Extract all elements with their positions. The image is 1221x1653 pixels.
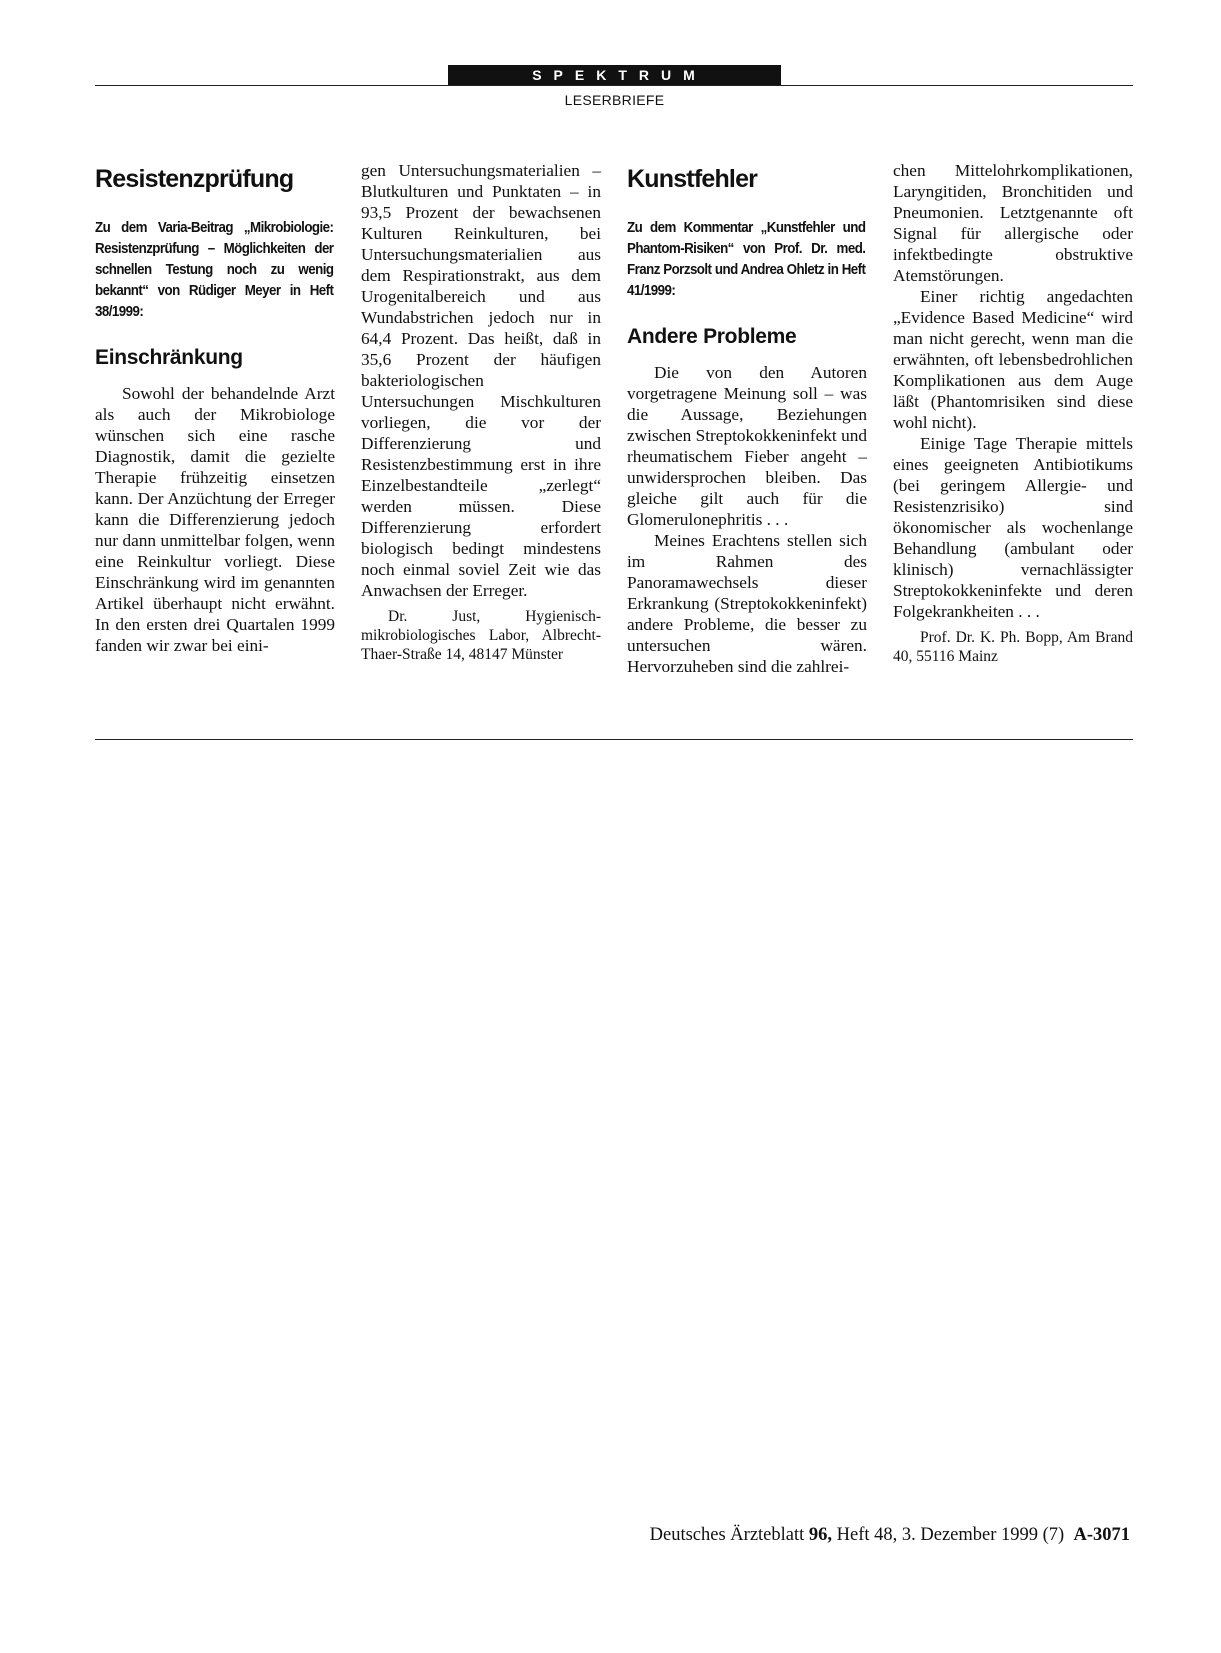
content-bottom-rule [95,739,1133,740]
column-3 [627,160,867,677]
letter1-body-part1: Sowohl der behandelnde Arzt als auch der Mikrobiologe wünschen sich eine rasche Diagnostik, damit die gezielte Therapie frühzeitig einsetzen kann. Der Anzüchtung der Erreger kann die Differenzierung jedoch nur dann unmittelbar folgen, wenn eine Reinkultur vorliegt. Diese Einschränkung wird im genannten Artikel überhaupt nicht erwähnt. In den ersten drei Quartalen 1999 fanden wir zwar bei eini- [95,384,335,655]
letter2-paragraph-1: Die von den Autoren vorgetragene Meinung soll – was die Aussage, Beziehungen zwischen Streptokokkeninfekt und rheumatischem Fieber angeht – unwidersprochen bleiben. Das gleiche gilt auch für die Glomerulonephritis . . . [627,363,867,529]
column-1 [95,160,335,656]
footer-page-number: A-3071 [1073,1525,1130,1545]
letter2-subtitle: Andere Probleme [627,325,797,348]
letter1-subtitle: Einschränkung [95,346,243,369]
letter2-paragraph-3: Einer richtig angedachten „Evidence Based Medicine“ wird man nicht gerecht, wenn man die erwähnten, oft lebensbedrohlichen Komplikationen aus dem Auge läßt (Phantomrisiken sind diese wohl nicht). [893,287,1133,432]
page-footer [650,1525,1130,1546]
letter2-paragraph-2: Meines Erachtens stellen sich im Rahmen des Panoramawechsels dieser Erkrankung (Streptokokkeninfekt) andere Probleme, die besser zu untersuchen wären. Hervorzuheben sind die zahlrei- [627,531,867,676]
footer-journal: Deutsches Ärzteblatt [649,1525,805,1545]
footer-volume: 96, [808,1525,833,1545]
letter2-reference: Zu dem Kommentar „Kunstfehler und Phantom-Risiken“ von Prof. Dr. med. Franz Porzsolt und Andrea Ohletz in Heft 41/1999: [627,220,866,299]
column-4 [893,160,1133,666]
letter2-paragraph-2-continued: chen Mittelohrkomplikationen, Laryngitiden, Bronchitiden und Pneumonien. Letztgenannte oft Signal für allergische oder infektbedingte obstruktive Atemstörungen. [893,161,1133,285]
column-2 [361,160,601,664]
letter2-signature: Prof. Dr. K. Ph. Bopp, Am Brand 40, 55116 Mainz [893,629,1133,665]
letter2-paragraph-4: Einige Tage Therapie mittels eines geeigneten Antibiotikums (bei geringem Allergie- und Resistenzrisiko) sind ökonomischer als wochenlange Behandlung (ambulant oder klinisch) vernachlässigter Streptokokkeninfekte und deren Folgekrankheiten . . . [893,434,1133,621]
letter1-body-part2: gen Untersuchungsmaterialien – Blutkulturen und Punktaten – in 93,5 Prozent der bewachsenen Kulturen Reinkulturen, bei Untersuchungsmaterialien aus dem Respirationstrakt, aus dem Urogenitalbereich und aus Wundabstrichen jedoch nur in 64,4 Prozent. Das heißt, daß in 35,6 Prozent der häufigen bakteriologischen Untersuchungen Mischkulturen vorliegen, die vor der Differenzierung und Resistenzbestimmung erst in ihre Einzelbestandteile „zerlegt“ werden müssen. Diese Differenzierung erfordert biologisch bedingt mindestens noch einmal soviel Zeit wie das Anwachsen der Erreger. [361,161,601,600]
section-title: SPEKTRUM [532,67,707,83]
footer-issue-date: Heft 48, 3. Dezember 1999 (7) [836,1525,1065,1545]
header-rule [95,85,1133,86]
letter1-signature: Dr. Just, Hygienisch-mikrobiologisches Labor, Albrecht-Thaer-Straße 14, 48147 Münster [361,608,601,663]
section-header-bar [448,65,781,85]
letter2-title: Kunstfehler [627,165,758,193]
letter1-reference: Zu dem Varia-Beitrag „Mikrobiologie: Resistenzprüfung – Möglichkeiten der schnellen Testung noch zu wenig bekannt“ von Rüdiger Meyer in Heft 38/1999: [95,220,334,320]
letter1-title: Resistenzprüfung [95,165,294,193]
subsection-label: LESERBRIEFE [564,92,665,108]
